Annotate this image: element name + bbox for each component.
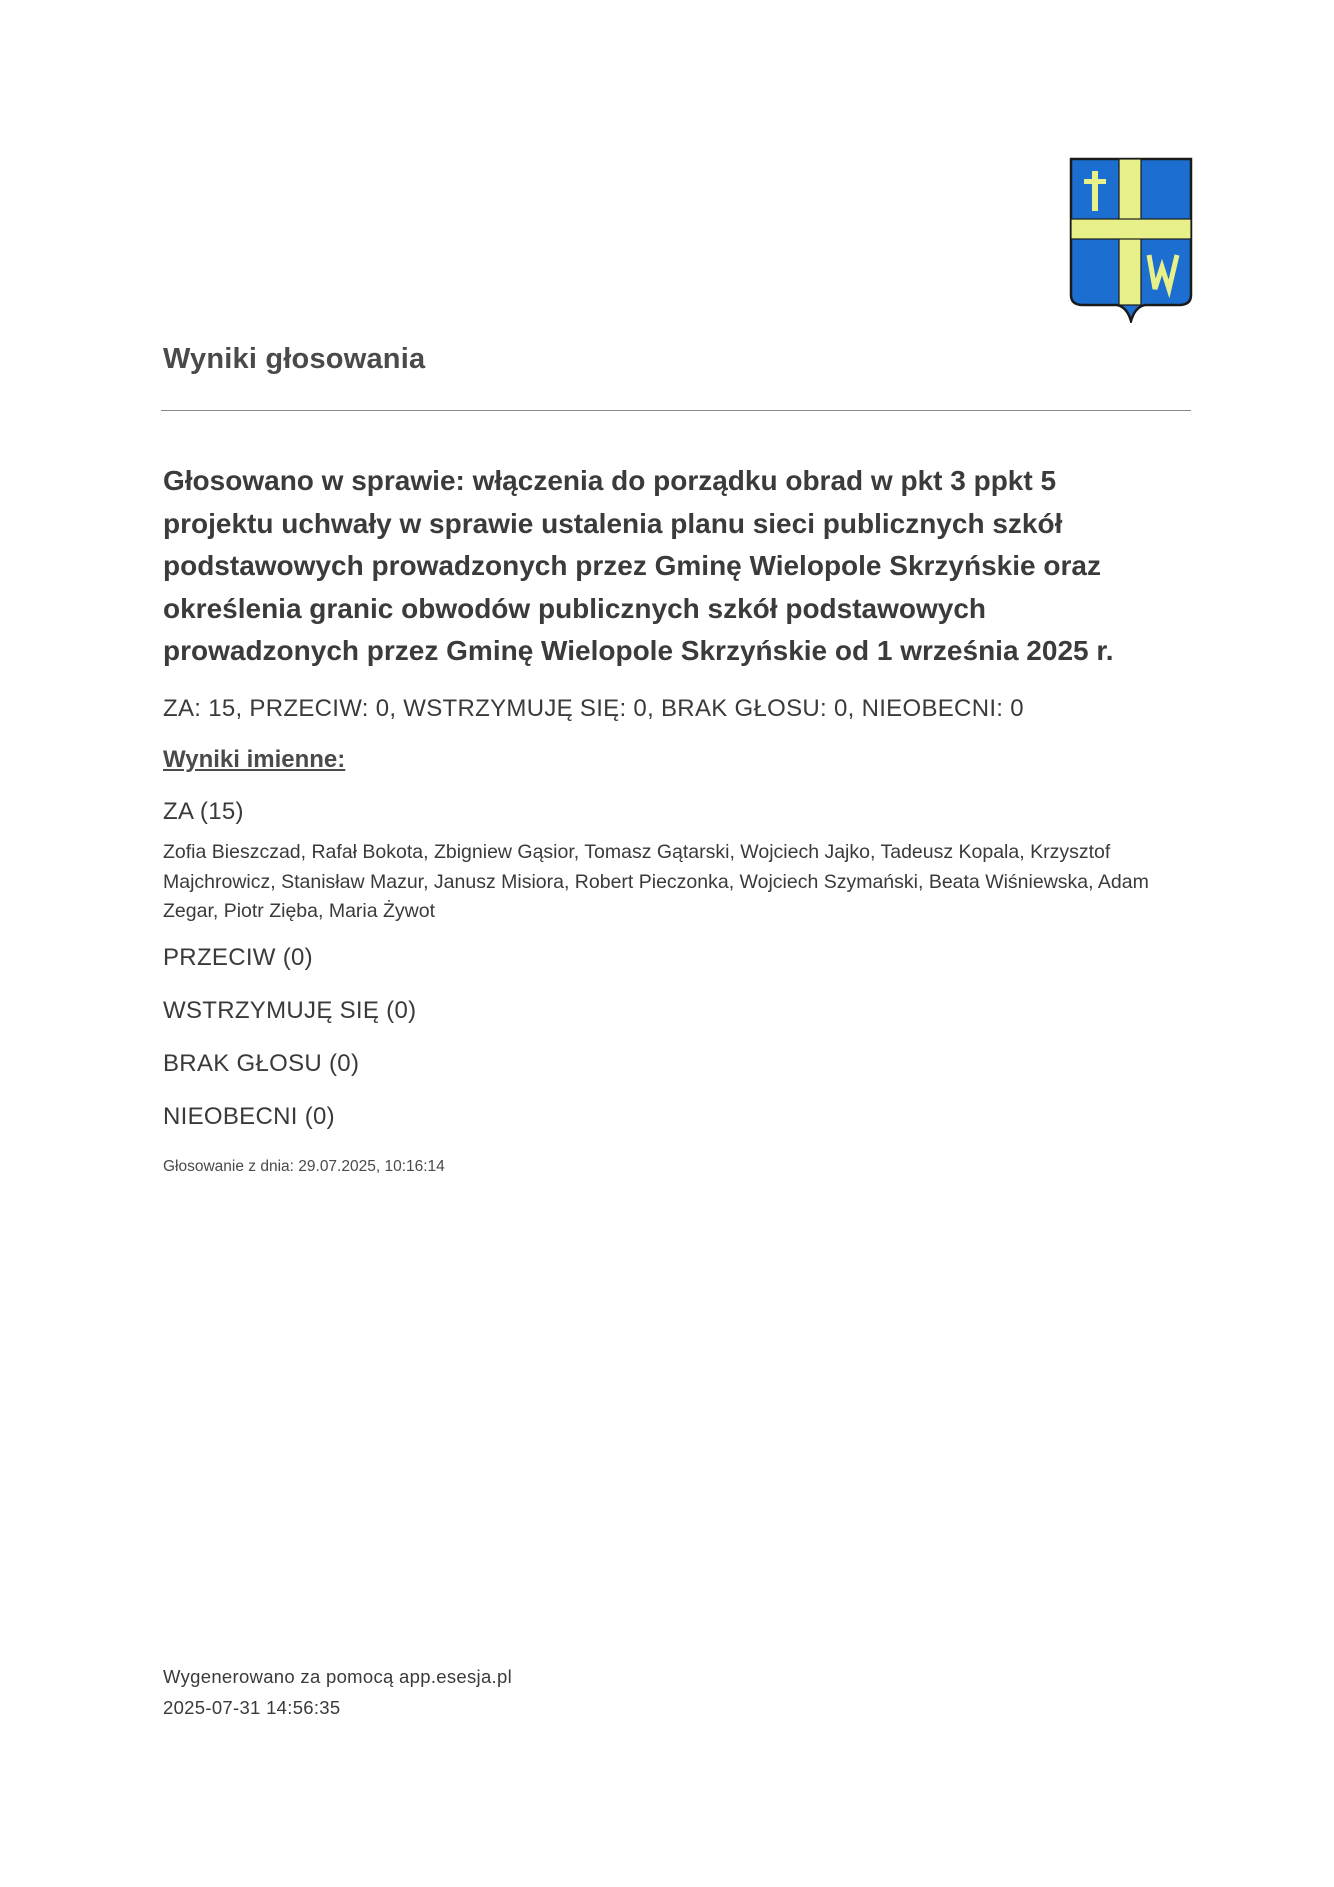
group-names-za: Zofia Bieszczad, Rafał Bokota, Zbigniew Gąsior, Tomasz Gątarski, Wojciech Jajko, Tadeusz Kopala, Krzysztof Majchrowicz, Stanisław Mazur, Janusz Misiora, Robert Pieczonka, Wojciech Szymański, Beata Wiśniewska, Adam Zegar, Piotr Zięba, Maria Żywot xyxy=(163,841,1149,922)
footer-generated-at: 2025-07-31 14:56:35 xyxy=(163,1697,341,1718)
vote-subject: Głosowano w sprawie: włączenia do porządku obrad w pkt 3 ppkt 5 projektu uchwały w sprawie ustalenia planu sieci publicznych szkół podstawowych prowadzonych przez Gminę Wielopole Skrzyńskie oraz określenia granic obwodów publicznych szkół podstawowych prowadzonych przez Gminę Wielopole Skrzyńskie od 1 września 2025 r. xyxy=(163,465,1114,666)
footer-generated-by: Wygenerowano za pomocą app.esesja.pl xyxy=(163,1666,512,1687)
page-title: Wyniki głosowania xyxy=(163,343,426,375)
group-heading-za: ZA (15) xyxy=(163,798,244,825)
group-heading-brak-glosu: BRAK GŁOSU (0) xyxy=(163,1050,360,1077)
group-heading-nieobecni: NIEOBECNI (0) xyxy=(163,1103,335,1130)
vote-summary: ZA: 15, PRZECIW: 0, WSTRZYMUJĘ SIĘ: 0, BRAK GŁOSU: 0, NIEOBECNI: 0 xyxy=(163,695,1024,722)
vote-date: Głosowanie z dnia: 29.07.2025, 10:16:14 xyxy=(163,1158,445,1175)
group-heading-wstrzymuje: WSTRZYMUJĘ SIĘ (0) xyxy=(163,997,417,1024)
coat-of-arms-icon xyxy=(1069,157,1193,323)
named-results-title: Wyniki imienne: xyxy=(163,746,346,773)
title-divider xyxy=(161,410,1191,411)
group-heading-przeciw: PRZECIW (0) xyxy=(163,944,313,971)
